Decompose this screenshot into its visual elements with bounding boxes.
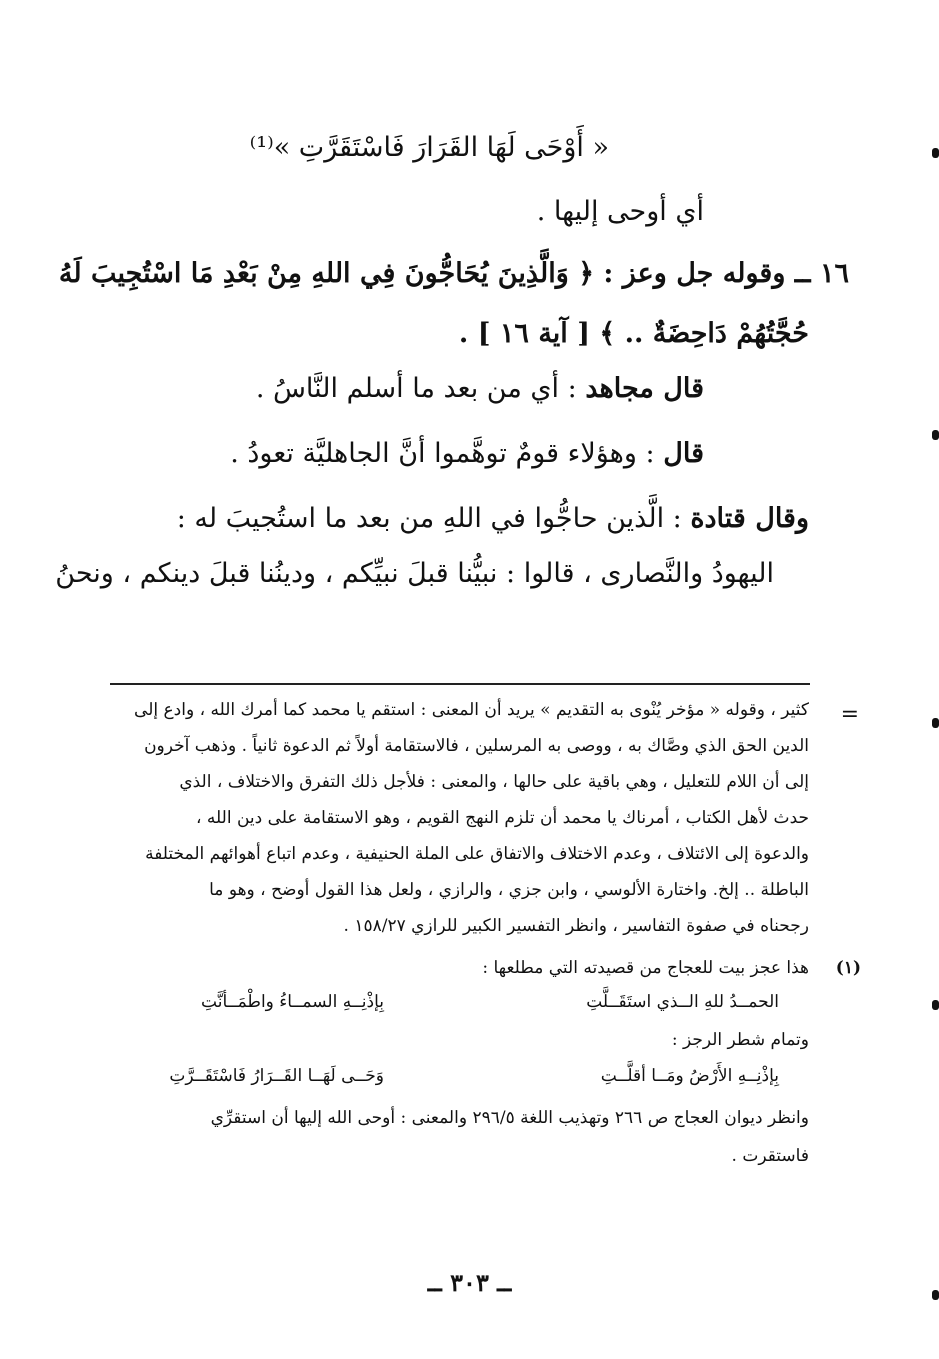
item-16-line-1: ١٦ ــ وقوله جل وعز : ﴿ وَالَّذِينَ يُحَاجُّونَ فِي اللهِ مِنْ بَعْدِ مَا اسْتُجِيبَ لَهُ <box>58 258 849 289</box>
footnote-line: كثير ، وقوله « مؤخر يُنْوى به التقديم » يريد أن المعنى : استقم يا محمد كما أمرك الله ، وادع إلى <box>134 700 809 720</box>
poem-1-left-hemistich: بِإذْنِــهِ السمــاءُ واطْمَــأنَّتِ <box>201 992 384 1012</box>
poem-2-left-hemistich: وَحَــى لَهَــا القَــرَارُ فَاسْتَقَــرَّتِ <box>169 1066 384 1086</box>
scan-mark <box>932 1290 939 1300</box>
qatada-text: : الَّذين حاجُّوا في اللهِ من بعد ما استُجيبَ له : <box>176 503 682 534</box>
qatada-line <box>177 503 809 534</box>
scan-mark <box>932 148 939 158</box>
qal-label: قال <box>663 438 704 469</box>
footnote-line: الدين الحق الذي وصَّاك به ، ووصى به المرسلين ، فالاستقامة أولاً ثم الدعوة ثانياً . وذهب آخرون <box>144 736 809 756</box>
mujahid-label: قال مجاهد <box>585 373 704 404</box>
qatada-label: وقال قتادة <box>690 503 809 534</box>
scan-mark <box>932 1000 939 1010</box>
footnote-1-end-line-2: فاستقرت . <box>731 1146 809 1166</box>
footnote-line: إلى أن اللام للتعليل ، وهي باقية على حالها ، والمعنى : فلأجل ذلك التفرق والاختلاف ، الذي <box>179 772 809 792</box>
qal-text: : وهؤلاء قومٌ توهَّموا أنَّ الجاهليَّة تعودُ . <box>230 438 655 469</box>
footnote-line: والدعوة إلى الائتلاف ، وعدم الاختلاف والاتفاق على الملة الحنيفية ، وعدم اتباع أهوائهم المختلفة <box>145 844 809 864</box>
item-16-line-2: حُجَّتُهُمْ دَاحِضَةٌ .. ﴾ [ آية ١٦ ] . <box>458 318 809 349</box>
scan-mark <box>932 718 939 728</box>
verse-line: « أَوْحَى لَهَا القَرَارَ فَاسْتَقَرَّتِ »⁽¹⁾ <box>249 132 609 163</box>
qal-line <box>230 438 704 469</box>
footnote-1-end-line-1: وانظر ديوان العجاج ص ٢٦٦ وتهذيب اللغة ٢٩٦/٥ والمعنى : أوحى الله إليها أن استقرِّي <box>210 1108 809 1128</box>
footnote-1-marker: (١) <box>835 958 861 978</box>
footnote-1-intro: هذا عجز بيت للعجاج من قصيدته التي مطلعها : <box>482 958 809 978</box>
footnote-separator <box>110 683 810 685</box>
last-main-line: اليهودُ والنَّصارى ، قالوا : نبيُّنا قبلَ نبيِّكم ، ودينُنا قبلَ دينكم ، ونحنُ <box>55 558 774 589</box>
poem-1-right-hemistich: الحمــدُ للهِ الــذي استَقَــلَّتِ <box>586 992 779 1012</box>
mujahid-line <box>256 373 704 404</box>
footnote-line: رجحناه في صفوة التفاسير ، وانظر التفسير الكبير للرازي ١٥٨/٢٧ . <box>343 916 809 936</box>
page-number: ــ ٣٠٣ ــ <box>427 1268 512 1297</box>
continuation-mark: = <box>840 702 859 727</box>
explanation-line: أي أوحى إليها . <box>536 196 704 227</box>
scan-mark <box>932 430 939 440</box>
footnote-line: حدث لأهل الكتاب ، أمرناك يا محمد أن تلزم النهج القويم ، وهو الاستقامة على دين الله ، <box>196 808 809 828</box>
mujahid-text: : أي من بعد ما أسلم النَّاسُ . <box>255 373 577 404</box>
footnote-1-mid: وتمام شطر الرجز : <box>671 1030 809 1050</box>
poem-2-right-hemistich: بِإذْنِــهِ الأَرْضُ ومَــا أقلَّــتِ <box>600 1066 779 1086</box>
footnote-line: الباطلة .. إلخ. واختارة الألوسي ، وابن جزي ، والرازي ، ولعل هذا القول أوضح ، وهو ما <box>209 880 809 900</box>
